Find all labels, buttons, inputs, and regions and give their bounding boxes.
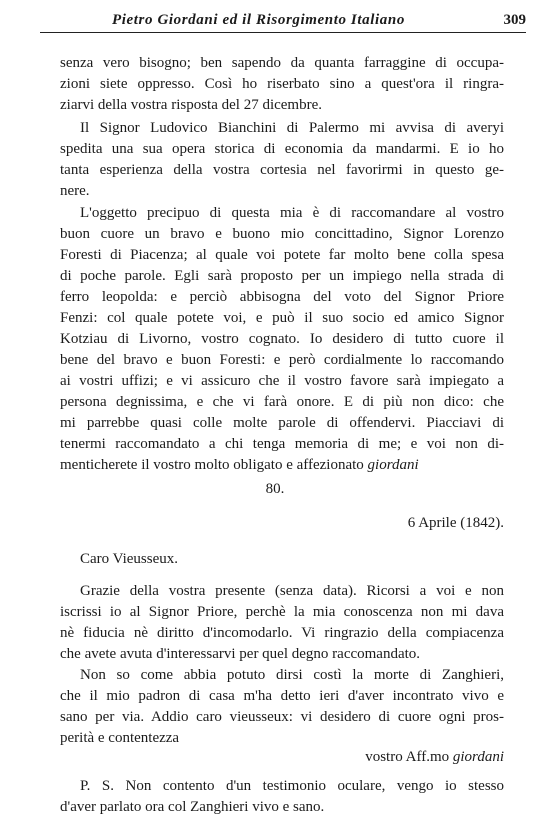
closing-signature: giordani	[452, 749, 504, 765]
body-line: ferro leopolda: e perciò abbisogna del voto del Signor Priore	[60, 289, 504, 305]
body-line: sano per via. Addio caro vieusseux: vi desidero di cuore ogni pros-	[60, 709, 504, 725]
page-number: 309	[503, 12, 526, 28]
body-line: Non so come abbia potuto dirsi costì la morte di Zanghieri,	[80, 667, 504, 683]
body-line: che il mio padron di casa m'ha detto ieri d'aver incontrato vivo e	[60, 688, 504, 704]
closing	[365, 748, 504, 766]
body-line: Foresti di Piacenza; al quale voi potete far molto bene colla spesa	[60, 247, 504, 263]
postscript-line: d'aver parlato ora col Zanghieri vivo e sano.	[60, 799, 325, 815]
body-line: Il Signor Ludovico Bianchini di Palermo mi avvisa di averyi	[80, 120, 504, 136]
page-header	[40, 10, 526, 33]
body-line: tenermi raccomandato a chi tenga memoria di me; e voi non di-	[60, 436, 504, 452]
body-line-text: menticherete il vostro molto obligato e affezionato	[60, 457, 368, 473]
signature: giordani	[367, 457, 419, 473]
body-line: zioni siete oppresso. Così ho riserbato sino a quest'ora il ringra-	[60, 76, 504, 92]
postscript-line: P. S. Non contento d'un testimonio oculare, vengo io stesso	[80, 778, 504, 794]
body-line: di poche parole. Egli sarà proposto per un impiego nella strada di	[60, 268, 504, 284]
body-line: persona degnissima, e che vi farà onore. E di più non dico: che	[60, 394, 504, 410]
body-line: spedita una sua opera storica di economia da mandarmi. E io ho	[60, 141, 504, 157]
body-line: nè fiducia nè diritto d'incomodarlo. Vi ringrazio della compiacenza	[60, 625, 504, 641]
body-line: Fenzi: col quale potete voi, e può il suo socio ed amico Signor	[60, 310, 504, 326]
body-line: bene del bravo e buon Foresti: e però cordialmente lo raccomando	[60, 352, 504, 368]
body-line: L'oggetto precipuo di questa mia è di raccomandare al vostro	[80, 205, 504, 221]
body-line: nere.	[60, 183, 90, 199]
body-line: mi parrebbe quasi colle molte parole di offendervi. Piacciavi di	[60, 415, 504, 431]
body-line: perità e contentezza	[60, 730, 180, 746]
body-line: tanta esperienza della vostra cortesia nel favorirmi in questo ge-	[60, 162, 504, 178]
body-line: buon cuore un bravo e buono mio concittadino, Signor Lorenzo	[60, 226, 504, 242]
running-title: Pietro Giordani ed il Risorgimento Italiano	[112, 12, 405, 28]
body-line: senza vero bisogno; ben sapendo da quanta farraggine di occupa-	[60, 55, 504, 71]
body-line: ziarvi della vostra risposta del 27 dicembre.	[60, 97, 322, 113]
letter-date: 6 Aprile (1842).	[407, 515, 504, 531]
body-line: iscrissi io al Signor Priore, perchè la mia conoscenza non mi dava	[60, 604, 504, 620]
letter-number: 80.	[265, 481, 285, 497]
body-line: ai vostri uffizi; e vi assicuro che il vostro favore sarà impiegato a	[60, 373, 504, 389]
body-line: Kotziau di Livorno, vostro cognato. Io desidero di tutto cuore il	[60, 331, 504, 347]
closing-text: vostro Aff.mo	[365, 749, 453, 765]
salutation: Caro Vieusseux.	[80, 551, 178, 567]
body-line: che avete avuta d'interessarvi per quel degno raccomandato.	[60, 646, 421, 662]
body-line-last	[60, 456, 419, 474]
body-line: Grazie della vostra presente (senza data). Ricorsi a voi e non	[80, 583, 504, 599]
